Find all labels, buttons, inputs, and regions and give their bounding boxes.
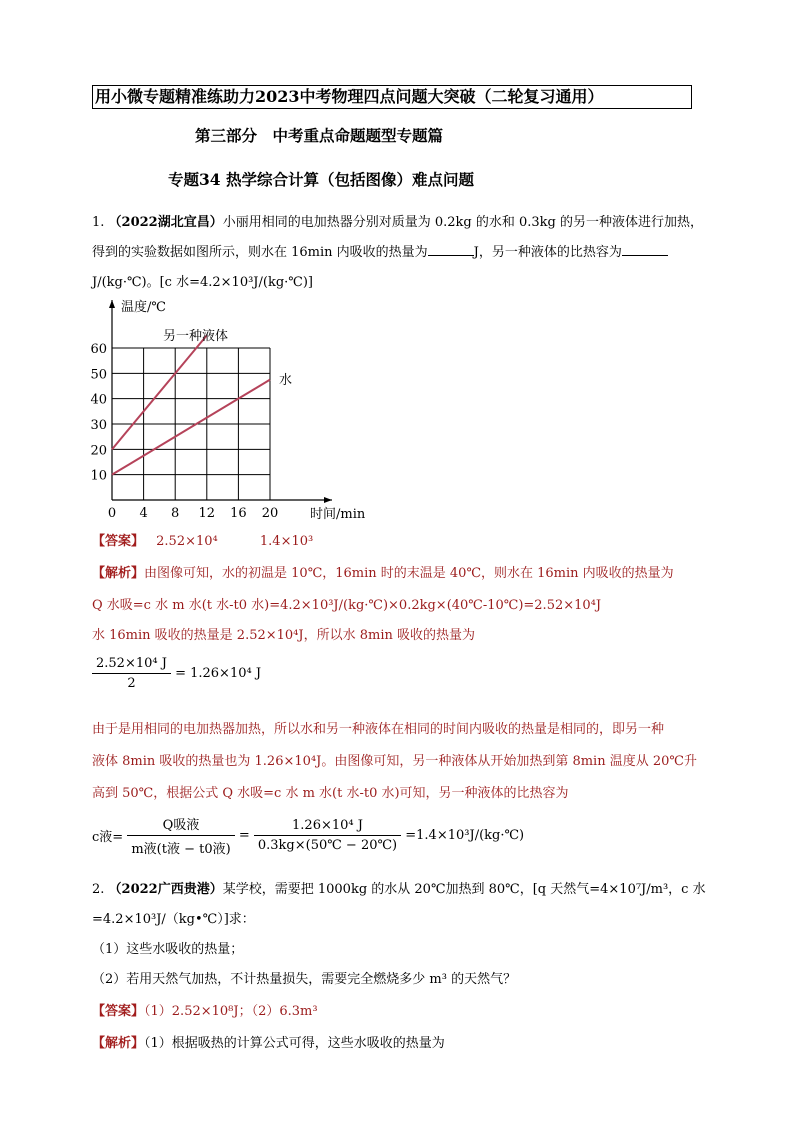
fraction-1-denominator: 2 <box>127 676 136 691</box>
q2-answer: （1）2.52×10⁸J；（2）6.3m³ <box>144 1004 318 1019</box>
q2-number: 2. <box>92 882 105 897</box>
fraction-2-equals: = <box>238 828 250 843</box>
fraction-2-lhs: c液= <box>92 830 124 845</box>
a1-answer-value-2: 1.4×10³ <box>259 534 314 549</box>
x-axis-label: 时间/min <box>310 507 366 522</box>
q1-text-2a: 得到的实验数据如图所示，则水在 16min 内吸收的热量为 <box>92 245 428 260</box>
q2-line1 <box>92 878 706 897</box>
q2-analysis: （1）根据吸热的计算公式可得，这些水吸收的热量为 <box>144 1036 445 1051</box>
q1-blank-1[interactable] <box>428 243 474 256</box>
q2-sub-question-1: （1）这些水吸收的热量； <box>92 942 244 957</box>
x-tick-label: 0 <box>107 506 117 521</box>
a1-formula-line: Q 水吸=c 水 m 水(t 水-t0 水)=4.2×10³J/(kg·℃)×0.2kg×(40℃-10℃)=2.52×10⁴J <box>92 598 602 613</box>
q1-text-1: 小丽用相同的电加热器分别对质量为 0.2kg 的水和 0.3kg 的另一种液体进行加热， <box>222 215 704 230</box>
y-tick-label: 40 <box>90 392 107 408</box>
a1-analysis-line5: 液体 8min 吸收的热量也为 1.26×10⁴J。由图像可知，另一种液体从开始加热到第 8min 温度从 20℃升 <box>92 754 697 769</box>
chart-series <box>112 335 270 474</box>
q1-source: （2022湖北宜昌） <box>108 215 223 230</box>
fraction-2a-numerator: Q吸液 <box>127 814 234 836</box>
y-tick-label: 60 <box>90 342 107 357</box>
q2-analysis-line <box>92 1032 445 1051</box>
fraction-2b-denominator: 0.3kg×(50℃ − 20℃) <box>257 838 398 853</box>
q2-line2: =4.2×10³J/（kg•℃）]求： <box>92 912 255 927</box>
series-line-other-liquid <box>112 335 207 449</box>
y-tick-label: 50 <box>90 367 107 383</box>
fraction-1-numerator: 2.52×10⁴ J <box>92 656 171 674</box>
series-label-other-liquid: 另一种液体 <box>163 329 229 344</box>
q1-text-2b: J，另一种液体的比热容为 <box>473 245 622 260</box>
q2-analysis-label: 【解析】 <box>92 1036 145 1051</box>
q1-line1 <box>92 211 703 230</box>
q2-sub-question-2: （2）若用天然气加热，不计热量损失，需要完全燃烧多少 m³ 的天然气？ <box>92 972 517 987</box>
q1-number: 1. <box>92 215 105 230</box>
y-tick-label: 10 <box>90 468 107 484</box>
q1-line2 <box>92 241 668 260</box>
y-axis-arrow <box>109 300 115 308</box>
a1-analysis-line6: 高到 50℃，根据公式 Q 水吸=c 水 m 水(t 水-t0 水)可知，另一种液体的比热容为 <box>92 786 569 801</box>
a1-analysis-label: 【解析】 <box>92 566 145 581</box>
document-banner: 用小微专题精准练助力2023中考物理四点问题大突破（二轮复习通用） <box>92 85 692 109</box>
q2-text-1: 某学校，需要把 1000kg 的水从 20℃加热到 80℃，[q 天然气=4×10⁷J/m³，c 水 <box>222 882 706 897</box>
temperature-chart <box>88 292 378 522</box>
x-axis-arrow <box>324 497 332 503</box>
chart-grid <box>112 348 270 500</box>
x-tick-label: 12 <box>198 506 216 521</box>
a1-analysis-line3: 水 16min 吸收的热量是 2.52×10⁴J，所以水 8min 吸收的热量为 <box>92 628 475 643</box>
a1-answer-label: 【答案】 <box>92 534 145 549</box>
q1-line3: J/(kg·℃)。[c 水=4.2×10³J/(kg·℃)] <box>92 275 313 290</box>
a1-fraction-1 <box>92 656 261 691</box>
a1-answer-value-1: 2.52×10⁴ <box>156 534 218 549</box>
a1-analysis-line1 <box>92 562 674 581</box>
a1-analysis-line4: 由于是用相同的电加热器加热，所以水和另一种液体在相同的时间内吸收的热量是相同的，即另一种 <box>92 722 665 737</box>
fraction-2a-denominator: m液(t液 − t0液) <box>131 842 231 857</box>
a1-answer-line <box>92 530 313 549</box>
q1-blank-2[interactable] <box>622 243 668 256</box>
a1-analysis-text-1: 由图像可知，水的初温是 10℃，16min 时的末温是 40℃，则水在 16min 内吸收的热量为 <box>144 566 674 581</box>
x-tick-label: 20 <box>261 506 279 521</box>
y-tick-label: 20 <box>90 443 107 459</box>
series-line-water <box>112 380 270 475</box>
fraction-2-result: =1.4×10³J/(kg·℃) <box>405 828 525 843</box>
x-tick-label: 8 <box>171 506 180 521</box>
y-tick-label: 30 <box>90 418 107 433</box>
topic-title: 专题34 热学综合计算（包括图像）难点问题 <box>168 170 474 189</box>
q2-source: （2022广西贵港） <box>108 882 223 897</box>
series-label-water: 水 <box>279 373 293 388</box>
q2-answer-line <box>92 1000 318 1019</box>
q2-answer-label: 【答案】 <box>92 1004 145 1019</box>
y-axis-label: 温度/℃ <box>121 300 166 315</box>
fraction-1-result: = 1.26×10⁴ J <box>175 666 262 681</box>
part-title: 第三部分 中考重点命题题型专题篇 <box>195 126 444 145</box>
x-tick-label: 4 <box>139 506 148 521</box>
fraction-2b-numerator: 1.26×10⁴ J <box>254 818 401 836</box>
x-tick-label: 16 <box>230 506 247 521</box>
a1-fraction-2 <box>92 814 524 857</box>
